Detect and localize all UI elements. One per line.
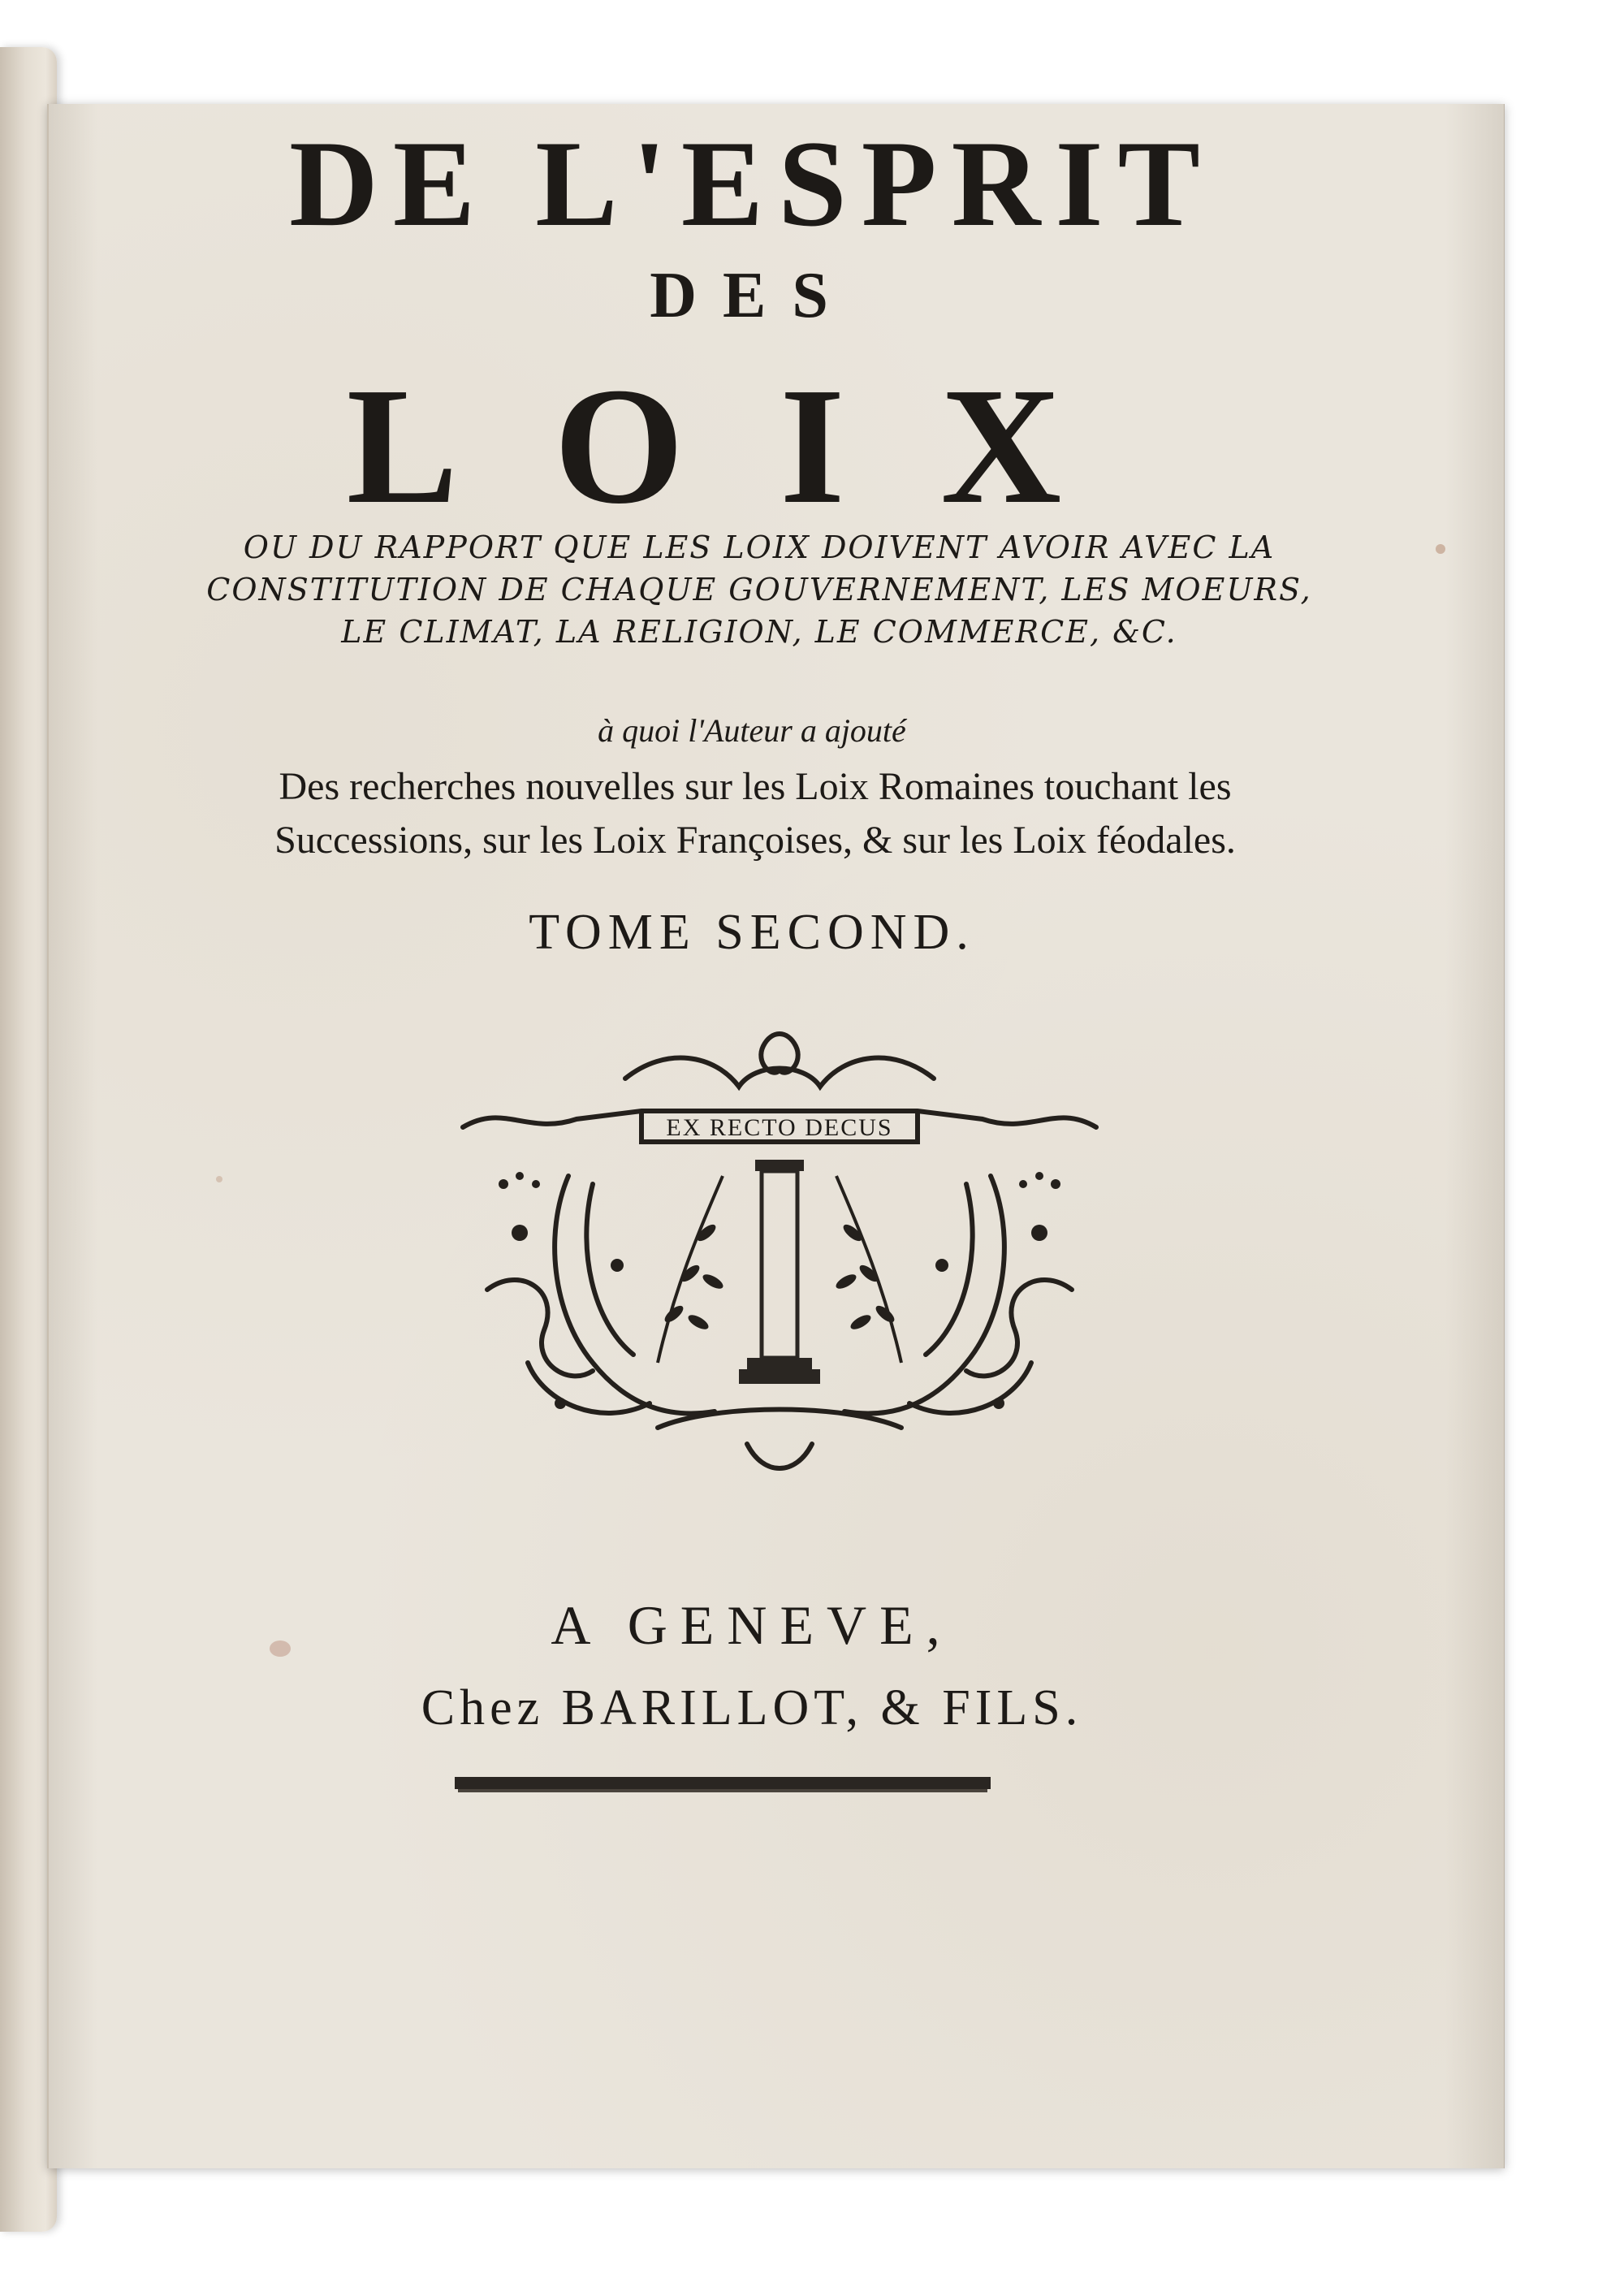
- subtitle-line: LE CLIMAT, LA RELIGION, LE COMMERCE, &C.: [341, 614, 1177, 650]
- research-line: Des recherches nouvelles sur les Loix Romaines touchant les: [279, 765, 1232, 808]
- printers-ornament: [455, 1022, 1104, 1501]
- foxing-spot: [1436, 544, 1445, 554]
- research-line: Successions, sur les Loix Françoises, & sur les Loix féodales.: [274, 819, 1236, 862]
- imprint-printer: Chez BARILLOT, & FILS.: [421, 1680, 1083, 1736]
- subtitle-line: CONSTITUTION DE CHAQUE GOUVERNEMENT, LES MOEURS,: [206, 572, 1312, 607]
- title-line-1: DE L'ESPRIT: [289, 115, 1215, 252]
- ornament-motto: EX RECTO DECUS: [666, 1114, 893, 1141]
- subtitle-line: OU DU RAPPORT QUE LES LOIX DOIVENT AVOIR AVEC LA: [243, 530, 1276, 565]
- added-line: à quoi l'Auteur a ajouté: [598, 712, 906, 749]
- title-line-3: LOIX: [346, 352, 1158, 538]
- volume-label: TOME SECOND.: [529, 905, 975, 960]
- decorative-rule: [455, 1777, 991, 1789]
- research-description: [162, 760, 1348, 867]
- title-page: [47, 104, 1505, 2168]
- foxing-spot: [216, 1176, 222, 1182]
- subtitle: [171, 526, 1348, 653]
- title-line-2: DES: [650, 260, 854, 331]
- imprint-city: A GENEVE,: [551, 1594, 953, 1656]
